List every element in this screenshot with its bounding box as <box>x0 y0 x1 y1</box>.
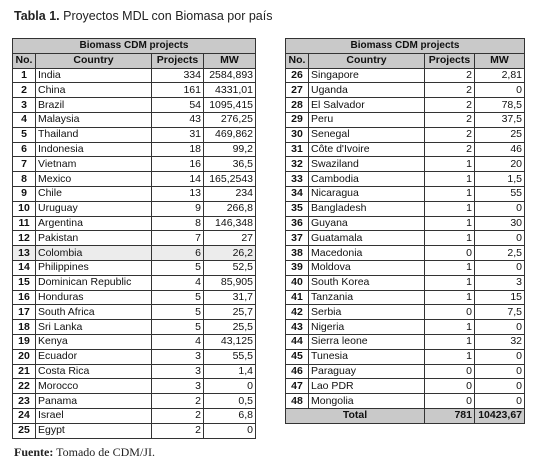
row-number: 19 <box>13 334 36 349</box>
row-mw: 36,5 <box>204 157 256 172</box>
table-row <box>286 275 525 290</box>
row-mw: 25 <box>475 127 525 142</box>
row-projects: 4 <box>152 275 204 290</box>
row-number: 32 <box>286 157 309 172</box>
row-number: 24 <box>13 408 36 423</box>
table-row <box>13 379 256 394</box>
row-mw: 266,8 <box>204 201 256 216</box>
row-mw: 0 <box>475 320 525 335</box>
row-projects: 2 <box>152 423 204 438</box>
row-country: Honduras <box>36 290 152 305</box>
row-country: South Korea <box>309 275 425 290</box>
row-country: India <box>36 68 152 83</box>
row-number: 1 <box>13 68 36 83</box>
row-country: Egypt <box>36 423 152 438</box>
row-projects: 2 <box>425 127 475 142</box>
row-number: 22 <box>13 379 36 394</box>
row-mw: 26,2 <box>204 246 256 261</box>
row-number: 25 <box>13 423 36 438</box>
total-row <box>286 408 525 423</box>
table-row <box>13 98 256 113</box>
row-mw: 32 <box>475 334 525 349</box>
row-number: 27 <box>286 83 309 98</box>
row-projects: 54 <box>152 98 204 113</box>
row-projects: 9 <box>152 201 204 216</box>
row-projects: 0 <box>425 379 475 394</box>
table-row <box>13 68 256 83</box>
row-projects: 0 <box>425 305 475 320</box>
row-projects: 13 <box>152 186 204 201</box>
table-row <box>286 83 525 98</box>
table-row <box>13 394 256 409</box>
row-mw: 146,348 <box>204 216 256 231</box>
row-projects: 6 <box>152 246 204 261</box>
row-mw: 469,862 <box>204 127 256 142</box>
table-row <box>286 142 525 157</box>
row-number: 4 <box>13 112 36 127</box>
row-country: Pakistan <box>36 231 152 246</box>
table-row <box>13 408 256 423</box>
row-number: 9 <box>13 186 36 201</box>
row-projects: 0 <box>425 364 475 379</box>
table-row <box>13 172 256 187</box>
row-projects: 1 <box>425 201 475 216</box>
row-number: 21 <box>13 364 36 379</box>
row-number: 33 <box>286 172 309 187</box>
left-table-body <box>13 68 256 438</box>
table-row <box>13 127 256 142</box>
row-projects: 1 <box>425 334 475 349</box>
row-number: 11 <box>13 216 36 231</box>
row-country: Dominican Republic <box>36 275 152 290</box>
row-mw: 30 <box>475 216 525 231</box>
row-number: 20 <box>13 349 36 364</box>
row-number: 41 <box>286 290 309 305</box>
table-row <box>13 364 256 379</box>
row-number: 39 <box>286 260 309 275</box>
row-mw: 0 <box>475 83 525 98</box>
source-label: Fuente: <box>14 445 54 459</box>
row-number: 28 <box>286 98 309 113</box>
row-country: Vietnam <box>36 157 152 172</box>
table-row <box>286 349 525 364</box>
row-projects: 18 <box>152 142 204 157</box>
row-country: Uganda <box>309 83 425 98</box>
row-number: 26 <box>286 68 309 83</box>
table-row <box>286 246 525 261</box>
row-mw: 6,8 <box>204 408 256 423</box>
row-number: 34 <box>286 186 309 201</box>
row-number: 2 <box>13 83 36 98</box>
row-mw: 0 <box>475 349 525 364</box>
row-country: Nicaragua <box>309 186 425 201</box>
row-mw: 27 <box>204 231 256 246</box>
row-mw: 0 <box>204 379 256 394</box>
table-row <box>13 142 256 157</box>
row-country: Thailand <box>36 127 152 142</box>
row-projects: 3 <box>152 349 204 364</box>
row-mw: 55,5 <box>204 349 256 364</box>
row-number: 3 <box>13 98 36 113</box>
row-projects: 2 <box>425 142 475 157</box>
row-projects: 5 <box>152 305 204 320</box>
row-mw: 7,5 <box>475 305 525 320</box>
table-row <box>13 260 256 275</box>
row-mw: 2,81 <box>475 68 525 83</box>
table-row <box>286 127 525 142</box>
row-country: Mongolia <box>309 394 425 409</box>
row-country: Sri Lanka <box>36 320 152 335</box>
row-country: Indonesia <box>36 142 152 157</box>
row-mw: 1,4 <box>204 364 256 379</box>
row-number: 37 <box>286 231 309 246</box>
row-projects: 1 <box>425 172 475 187</box>
row-country: Kenya <box>36 334 152 349</box>
table-row <box>13 201 256 216</box>
row-projects: 161 <box>152 83 204 98</box>
table-row <box>13 186 256 201</box>
row-number: 23 <box>13 394 36 409</box>
row-mw: 165,2543 <box>204 172 256 187</box>
row-mw: 1,5 <box>475 172 525 187</box>
row-mw: 15 <box>475 290 525 305</box>
row-number: 17 <box>13 305 36 320</box>
row-mw: 31,7 <box>204 290 256 305</box>
row-projects: 5 <box>152 260 204 275</box>
row-country: Argentina <box>36 216 152 231</box>
row-country: China <box>36 83 152 98</box>
row-mw: 46 <box>475 142 525 157</box>
row-country: Panama <box>36 394 152 409</box>
row-country: Nigeria <box>309 320 425 335</box>
row-number: 5 <box>13 127 36 142</box>
row-projects: 334 <box>152 68 204 83</box>
row-number: 40 <box>286 275 309 290</box>
row-projects: 5 <box>152 320 204 335</box>
row-number: 47 <box>286 379 309 394</box>
row-mw: 0 <box>475 201 525 216</box>
table-row <box>13 320 256 335</box>
table-row <box>286 201 525 216</box>
caption-label: Tabla 1. <box>14 9 60 23</box>
row-country: Costa Rica <box>36 364 152 379</box>
row-mw: 37,5 <box>475 112 525 127</box>
row-number: 15 <box>13 275 36 290</box>
table-row <box>286 379 525 394</box>
row-country: Sierra leone <box>309 334 425 349</box>
row-projects: 1 <box>425 290 475 305</box>
table-row <box>286 98 525 113</box>
table-row <box>13 334 256 349</box>
row-country: Mexico <box>36 172 152 187</box>
row-number: 36 <box>286 216 309 231</box>
row-mw: 25,7 <box>204 305 256 320</box>
row-country: Uruguay <box>36 201 152 216</box>
row-country: Ecuador <box>36 349 152 364</box>
row-projects: 8 <box>152 216 204 231</box>
row-country: Tanzania <box>309 290 425 305</box>
row-number: 38 <box>286 246 309 261</box>
row-mw: 0 <box>475 379 525 394</box>
row-number: 10 <box>13 201 36 216</box>
right-table-body <box>286 68 525 408</box>
table-row <box>286 260 525 275</box>
row-number: 18 <box>13 320 36 335</box>
row-mw: 2,5 <box>475 246 525 261</box>
row-country: Singapore <box>309 68 425 83</box>
row-country: Macedonia <box>309 246 425 261</box>
row-country: Brazil <box>36 98 152 113</box>
table-row <box>286 394 525 409</box>
row-country: El Salvador <box>309 98 425 113</box>
table-row <box>286 364 525 379</box>
row-mw: 0 <box>204 423 256 438</box>
row-projects: 2 <box>425 112 475 127</box>
row-number: 30 <box>286 127 309 142</box>
row-mw: 85,905 <box>204 275 256 290</box>
row-country: Philippines <box>36 260 152 275</box>
row-mw: 78,5 <box>475 98 525 113</box>
row-projects: 3 <box>152 379 204 394</box>
total-projects: 781 <box>425 408 475 423</box>
row-mw: 20 <box>475 157 525 172</box>
row-projects: 7 <box>152 231 204 246</box>
row-country: Senegal <box>309 127 425 142</box>
row-number: 7 <box>13 157 36 172</box>
table-row <box>13 83 256 98</box>
total-mw: 10423,67 <box>475 408 525 423</box>
row-projects: 1 <box>425 349 475 364</box>
row-number: 44 <box>286 334 309 349</box>
row-mw: 276,25 <box>204 112 256 127</box>
row-projects: 1 <box>425 260 475 275</box>
row-country: Guyana <box>309 216 425 231</box>
row-country: Cambodia <box>309 172 425 187</box>
table-row <box>13 290 256 305</box>
caption-text: Proyectos MDL con Biomasa por país <box>63 9 273 23</box>
row-number: 8 <box>13 172 36 187</box>
table-row <box>286 334 525 349</box>
row-mw: 234 <box>204 186 256 201</box>
table-row <box>13 423 256 438</box>
row-projects: 2 <box>152 394 204 409</box>
table-row <box>286 186 525 201</box>
row-projects: 14 <box>152 172 204 187</box>
row-projects: 16 <box>152 157 204 172</box>
table-row <box>286 157 525 172</box>
table-row <box>286 305 525 320</box>
table-row <box>13 305 256 320</box>
row-country: Tunesia <box>309 349 425 364</box>
row-number: 6 <box>13 142 36 157</box>
row-mw: 52,5 <box>204 260 256 275</box>
row-mw: 25,5 <box>204 320 256 335</box>
row-country: Malaysia <box>36 112 152 127</box>
table-row <box>286 172 525 187</box>
table-row <box>13 349 256 364</box>
header-mw: MW <box>204 53 256 68</box>
row-number: 12 <box>13 231 36 246</box>
header-country: Country <box>309 53 425 68</box>
row-country: Lao PDR <box>309 379 425 394</box>
row-number: 31 <box>286 142 309 157</box>
row-number: 48 <box>286 394 309 409</box>
row-projects: 1 <box>425 231 475 246</box>
row-projects: 0 <box>425 394 475 409</box>
row-country: Swaziland <box>309 157 425 172</box>
row-mw: 43,125 <box>204 334 256 349</box>
table-title: Biomass CDM projects <box>286 39 525 54</box>
header-projects: Projects <box>425 53 475 68</box>
row-number: 42 <box>286 305 309 320</box>
row-projects: 2 <box>425 83 475 98</box>
biomass-table-right <box>285 38 525 424</box>
table-row <box>13 275 256 290</box>
header-no: No. <box>286 53 309 68</box>
row-projects: 1 <box>425 186 475 201</box>
row-mw: 55 <box>475 186 525 201</box>
row-country: Chile <box>36 186 152 201</box>
row-country: South Africa <box>36 305 152 320</box>
row-mw: 1095,415 <box>204 98 256 113</box>
source-note <box>14 445 155 460</box>
row-projects: 2 <box>152 408 204 423</box>
row-projects: 2 <box>425 98 475 113</box>
row-country: Israel <box>36 408 152 423</box>
row-projects: 1 <box>425 320 475 335</box>
header-country: Country <box>36 53 152 68</box>
row-projects: 3 <box>152 364 204 379</box>
row-number: 43 <box>286 320 309 335</box>
row-mw: 4331,01 <box>204 83 256 98</box>
table-row <box>286 112 525 127</box>
header-mw: MW <box>475 53 525 68</box>
row-projects: 0 <box>425 246 475 261</box>
row-mw: 99,2 <box>204 142 256 157</box>
row-country: Peru <box>309 112 425 127</box>
row-mw: 0 <box>475 231 525 246</box>
row-mw: 0,5 <box>204 394 256 409</box>
row-number: 16 <box>13 290 36 305</box>
row-mw: 0 <box>475 394 525 409</box>
table-row <box>286 216 525 231</box>
row-country: Guatamala <box>309 231 425 246</box>
row-number: 29 <box>286 112 309 127</box>
table-caption <box>14 9 272 23</box>
row-projects: 1 <box>425 275 475 290</box>
row-projects: 5 <box>152 290 204 305</box>
biomass-table-left <box>12 38 256 439</box>
table-row <box>13 112 256 127</box>
header-no: No. <box>13 53 36 68</box>
row-mw: 3 <box>475 275 525 290</box>
row-projects: 4 <box>152 334 204 349</box>
row-projects: 2 <box>425 68 475 83</box>
total-label: Total <box>286 408 425 423</box>
row-mw: 0 <box>475 260 525 275</box>
row-projects: 1 <box>425 216 475 231</box>
row-country: Moldova <box>309 260 425 275</box>
row-number: 46 <box>286 364 309 379</box>
table-row <box>13 231 256 246</box>
row-number: 45 <box>286 349 309 364</box>
row-country: Côte d'Ivoire <box>309 142 425 157</box>
row-country: Serbia <box>309 305 425 320</box>
row-number: 35 <box>286 201 309 216</box>
table-row <box>13 246 256 261</box>
row-number: 14 <box>13 260 36 275</box>
table-row <box>286 231 525 246</box>
table-row <box>286 320 525 335</box>
row-country: Paraguay <box>309 364 425 379</box>
table-row <box>286 68 525 83</box>
row-number: 13 <box>13 246 36 261</box>
row-mw: 2584,893 <box>204 68 256 83</box>
table-row <box>13 157 256 172</box>
table-row <box>286 290 525 305</box>
row-country: Bangladesh <box>309 201 425 216</box>
source-text: Tomado de CDM/JI. <box>56 445 155 459</box>
header-projects: Projects <box>152 53 204 68</box>
row-projects: 1 <box>425 157 475 172</box>
table-row <box>13 216 256 231</box>
row-country: Morocco <box>36 379 152 394</box>
row-projects: 43 <box>152 112 204 127</box>
row-projects: 31 <box>152 127 204 142</box>
row-mw: 0 <box>475 364 525 379</box>
row-country: Colombia <box>36 246 152 261</box>
table-title: Biomass CDM projects <box>13 39 256 54</box>
